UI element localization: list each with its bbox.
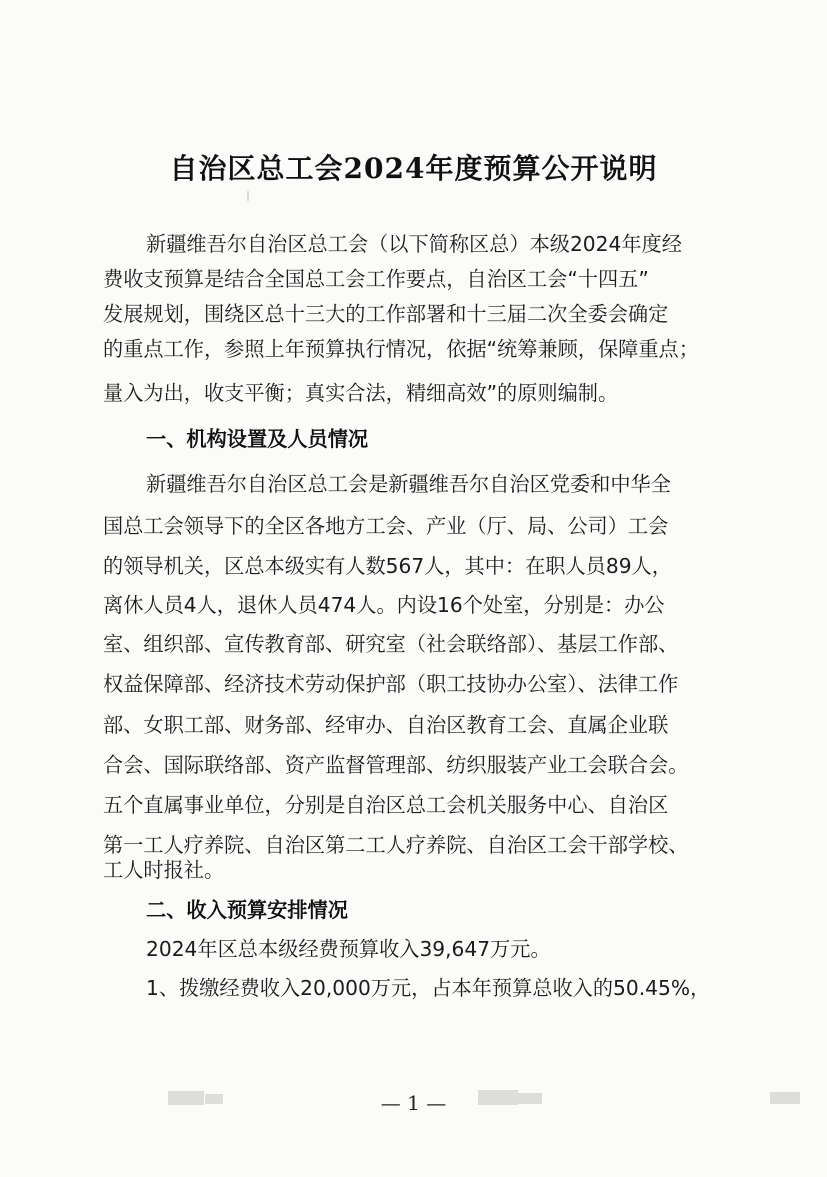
document-title: 自治区总工会2024年度预算公开说明 xyxy=(169,152,658,185)
paragraph-line: 的重点工作，参照上年预算执行情况，依据“统筹兼顾，保障重点； xyxy=(103,337,699,361)
scan-artifact xyxy=(205,1094,223,1104)
page-number: — 1 — xyxy=(380,1091,447,1115)
paragraph-line: 第一工人疗养院、自治区第二工人疗养院、自治区工会干部学校、 xyxy=(103,833,689,857)
paragraph-line: 国总工会领导下的全区各地方工会、产业（厅、局、公司）工会 xyxy=(103,514,669,538)
scan-artifact xyxy=(518,1093,542,1104)
paragraph-line: 新疆维吾尔自治区总工会是新疆维吾尔自治区党委和中华全 xyxy=(146,472,671,496)
paragraph-line: 室、组织部、宣传教育部、研究室（社会联络部）、基层工作部、 xyxy=(103,632,679,656)
paragraph-line: 2024年区总本级经费预算收入39,647万元。 xyxy=(146,937,551,961)
paragraph-line: 费收支预算是结合全国总工会工作要点，自治区工会“十四五” xyxy=(103,267,649,291)
paragraph-line: 权益保障部、经济技术劳动保护部（职工技协办公室）、法律工作 xyxy=(103,672,679,696)
paragraph-line: 1、拨缴经费收入20,000万元，占本年预算总收入的50.45%， xyxy=(146,976,711,1000)
section-heading: 一、机构设置及人员情况 xyxy=(146,427,369,451)
paragraph-line: 合会、国际联络部、资产监督管理部、纺织服装产业工会联合会。 xyxy=(103,753,689,777)
paragraph-line: 离休人员4人，退休人员474人。内设16个处室，分别是：办公 xyxy=(103,593,665,617)
paragraph-line: 五个直属事业单位，分别是自治区总工会机关服务中心、自治区 xyxy=(103,793,669,817)
scan-artifact xyxy=(478,1090,518,1105)
scan-artifact xyxy=(247,191,249,201)
paragraph-line: 工人时报社。 xyxy=(103,858,225,882)
paragraph-line: 新疆维吾尔自治区总工会（以下简称区总）本级2024年度经 xyxy=(146,232,682,256)
scan-artifact xyxy=(168,1091,204,1105)
paragraph-line: 的领导机关，区总本级实有人数567人，其中：在职人员89人， xyxy=(103,554,672,578)
paragraph-line: 发展规划，围绕区总十三大的工作部署和十三届二次全委会确定 xyxy=(103,302,669,326)
paragraph-line: 量入为出，收支平衡；真实合法，精细高效”的原则编制。 xyxy=(103,381,619,405)
paragraph-line: 部、女职工部、财务部、经审办、自治区教育工会、直属企业联 xyxy=(103,713,669,737)
scan-artifact xyxy=(770,1092,800,1104)
section-heading: 二、收入预算安排情况 xyxy=(146,898,348,922)
